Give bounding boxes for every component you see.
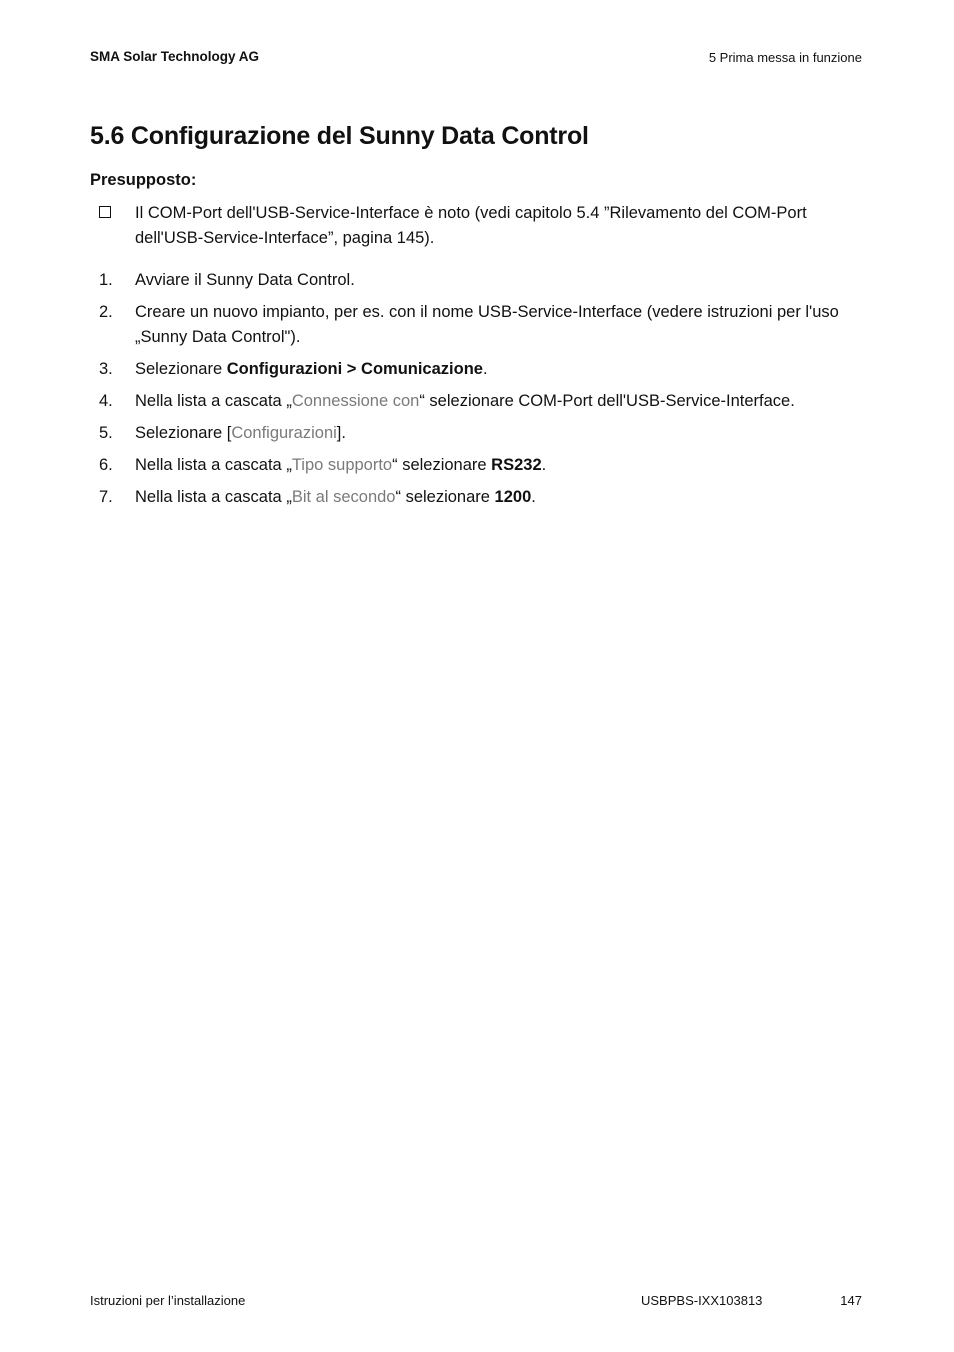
step-text: Avviare il Sunny Data Control. xyxy=(135,271,355,289)
step-text-pre: Selezionare [ xyxy=(135,424,232,442)
step-text xyxy=(135,389,865,414)
step-text xyxy=(135,357,865,382)
step-text xyxy=(135,485,865,510)
page-number: 147 xyxy=(840,1293,862,1308)
ui-element-name: Configurazioni xyxy=(231,424,337,442)
step-number: 6. xyxy=(99,456,113,474)
ui-element-name: Connessione con xyxy=(291,392,420,410)
header-company: SMA Solar Technology AG xyxy=(90,49,260,64)
value-name: 1200 xyxy=(494,488,532,506)
step-text-post: ]. xyxy=(336,424,346,442)
step-text: Creare un nuovo impianto, per es. con il nome USB-Service-Interface (vedere istruzioni per l'uso „Sunny Data Control"). xyxy=(135,303,839,346)
step-text-mid: “ selezionare xyxy=(392,456,492,474)
step-text xyxy=(135,421,865,446)
step-text-post: “ selezionare COM-Port dell'USB-Service-Interface. xyxy=(419,392,795,410)
step-number: 3. xyxy=(99,360,113,378)
step-text-pre: Nella lista a cascata „ xyxy=(135,456,292,474)
step-text-pre: Nella lista a cascata „ xyxy=(135,392,292,410)
footer-doc-type: Istruzioni per l’installazione xyxy=(90,1293,246,1308)
ui-element-name: Tipo supporto xyxy=(291,456,393,474)
step-number: 5. xyxy=(99,424,113,442)
step-number: 2. xyxy=(99,303,113,321)
prerequisite-text: Il COM-Port dell'USB-Service-Interface è noto (vedi capitolo 5.4 ”Rilevamento del COM-Port dell'USB-Service-Interface”, pagina 145). xyxy=(135,204,807,247)
menu-path: Configurazioni > Comunicazione xyxy=(226,360,483,378)
step-number: 1. xyxy=(99,271,113,289)
section-title: 5.6 Configurazione del Sunny Data Control xyxy=(90,122,589,150)
step-number: 7. xyxy=(99,488,113,506)
step-text-post: . xyxy=(531,488,536,506)
step-text-post: . xyxy=(482,360,488,378)
footer-doc-code: USBPBS-IXX103813 xyxy=(641,1293,763,1308)
ui-element-name: Bit al secondo xyxy=(291,488,396,506)
prerequisite-label: Presupposto: xyxy=(90,171,197,189)
step-text-pre: Selezionare xyxy=(135,360,227,378)
header-chapter: 5 Prima messa in funzione xyxy=(708,50,862,65)
step-text-pre: Nella lista a cascata „ xyxy=(135,488,292,506)
step-number: 4. xyxy=(99,392,113,410)
step-text-mid: “ selezionare xyxy=(395,488,495,506)
checkbox-icon xyxy=(99,206,111,218)
step-text xyxy=(135,453,865,478)
value-name: RS232 xyxy=(491,456,542,474)
step-text-post: . xyxy=(541,456,547,474)
